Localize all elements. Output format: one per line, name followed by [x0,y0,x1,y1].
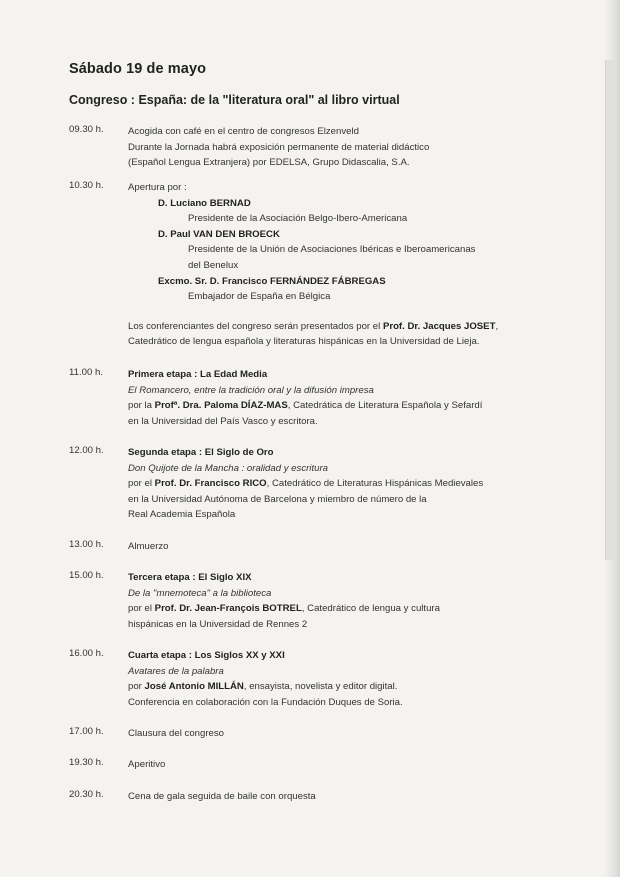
entry-body [128,726,568,742]
speaker-name: D. Paul VAN DEN BROECK [158,228,280,240]
entry-time: 10.30 h. [69,180,104,191]
speaker-role: Presidente de la Asociación Belgo-Ibero-Americana [188,213,408,225]
speaker-name: D. Luciano BERNAD [158,197,251,209]
entry-line: Cena de gala seguida de baile con orquesta [128,791,316,802]
speaker-role: Presidente de la Unión de Asociaciones Ibéricas e Iberoamericanas [188,244,476,256]
text-run: , Catedrático de lengua y cultura [301,603,440,615]
entry-body [128,570,568,632]
entry-line [128,601,568,617]
entry-body [128,180,568,350]
session-heading: Cuarta etapa : Los Siglos XX y XXI [128,650,285,661]
entry-line: Conferencia en colaboración con la Fundación Duques de Soria. [128,696,403,708]
page-subtitle: Congreso : España: de la "literatura oral" al libro virtual [69,93,400,107]
talk-title: El Romancero, entre la tradición oral y la difusión impresa [128,384,374,396]
entry-body [128,445,568,523]
entry-body [128,367,568,429]
entry-line: Acogida con café en el centro de congresos Elzenveld [128,126,359,137]
session-heading: Segunda etapa : El Siglo de Oro [128,447,274,458]
page-edge-tab [605,300,614,560]
talk-title: Don Quijote de la Mancha : oralidad y escritura [128,462,328,474]
entry-time: 09.30 h. [69,124,104,135]
entry-line: en la Universidad del País Vasco y escritora. [128,415,318,427]
entry-time: 20.30 h. [69,789,104,800]
entry-line: hispánicas en la Universidad de Rennes 2 [128,618,308,630]
page-edge-tab [605,60,614,300]
entry-line: Clausura del congreso [128,728,224,739]
text-run: Los conferenciantes del congreso serán presentados por el [128,320,383,332]
presenter-name: Prof. Dr. Jacques JOSET [382,320,496,332]
entry-body [128,648,568,710]
entry-line: Almuerzo [128,541,169,552]
page-title: Sábado 19 de mayo [69,61,207,77]
speaker-role: Embajador de España en Bélgica [188,291,331,303]
speaker-name: Profª. Dra. Paloma DÍAZ-MAS [154,400,288,412]
entry-time: 11.00 h. [69,367,103,378]
spacer [128,305,568,319]
entry-line [128,398,568,414]
text-run: por la [128,400,155,412]
speaker-name: Prof. Dr. Francisco RICO [154,478,267,490]
text-run: , ensayista, novelista y editor digital. [243,681,398,693]
entry-line [128,476,568,492]
entry-line: (Español Lengua Extranjera) por EDELSA, Grupo Didascalia, S.A. [128,157,410,169]
entry-line: Durante la Jornada habrá exposición permanente de material didáctico [128,141,430,153]
entry-time: 15.00 h. [69,570,104,581]
entry-body [128,539,568,555]
speaker-name: José Antonio MILLÁN [144,681,244,693]
text-run: , [495,320,499,332]
entry-body [128,124,568,171]
text-run: por el [128,478,155,490]
entry-time: 12.00 h. [69,445,104,456]
entry-time: 16.00 h. [69,648,104,659]
text-run: , Catedrática de Literatura Española y Sefardí [287,400,483,412]
text-run: por [128,681,145,693]
speaker-name: Excmo. Sr. D. Francisco FERNÁNDEZ FÁBREGAS [158,275,386,287]
entry-line: en la Universidad Autónoma de Barcelona y miembro de número de la [128,493,427,505]
session-heading: Tercera etapa : El Siglo XIX [128,572,252,583]
entry-body [128,789,568,805]
entry-line [128,679,568,695]
talk-title: De la "mnemoteca" a la biblioteca [128,587,272,599]
speaker-name: Prof. Dr. Jean-François BOTREL [154,603,302,615]
text-run: por el [128,603,155,615]
entry-time: 17.00 h. [69,726,104,737]
entry-time: 13.00 h. [69,539,104,550]
entry-line: Apertura por : [128,182,187,193]
entry-line: Catedrático de lengua española y literaturas hispánicas en la Universidad de Lieja. [128,336,480,348]
entry-time: 19.30 h. [69,757,104,768]
entry-line: Real Academia Española [128,509,236,521]
entry-line [128,319,568,335]
session-heading: Primera etapa : La Edad Media [128,369,268,380]
talk-title: Avatares de la palabra [128,665,224,677]
speaker-role: del Benelux [188,259,239,271]
entry-line: Aperitivo [128,759,166,770]
text-run: , Catedrático de Literaturas Hispánicas Medievales [266,478,484,490]
entry-body [128,757,568,773]
